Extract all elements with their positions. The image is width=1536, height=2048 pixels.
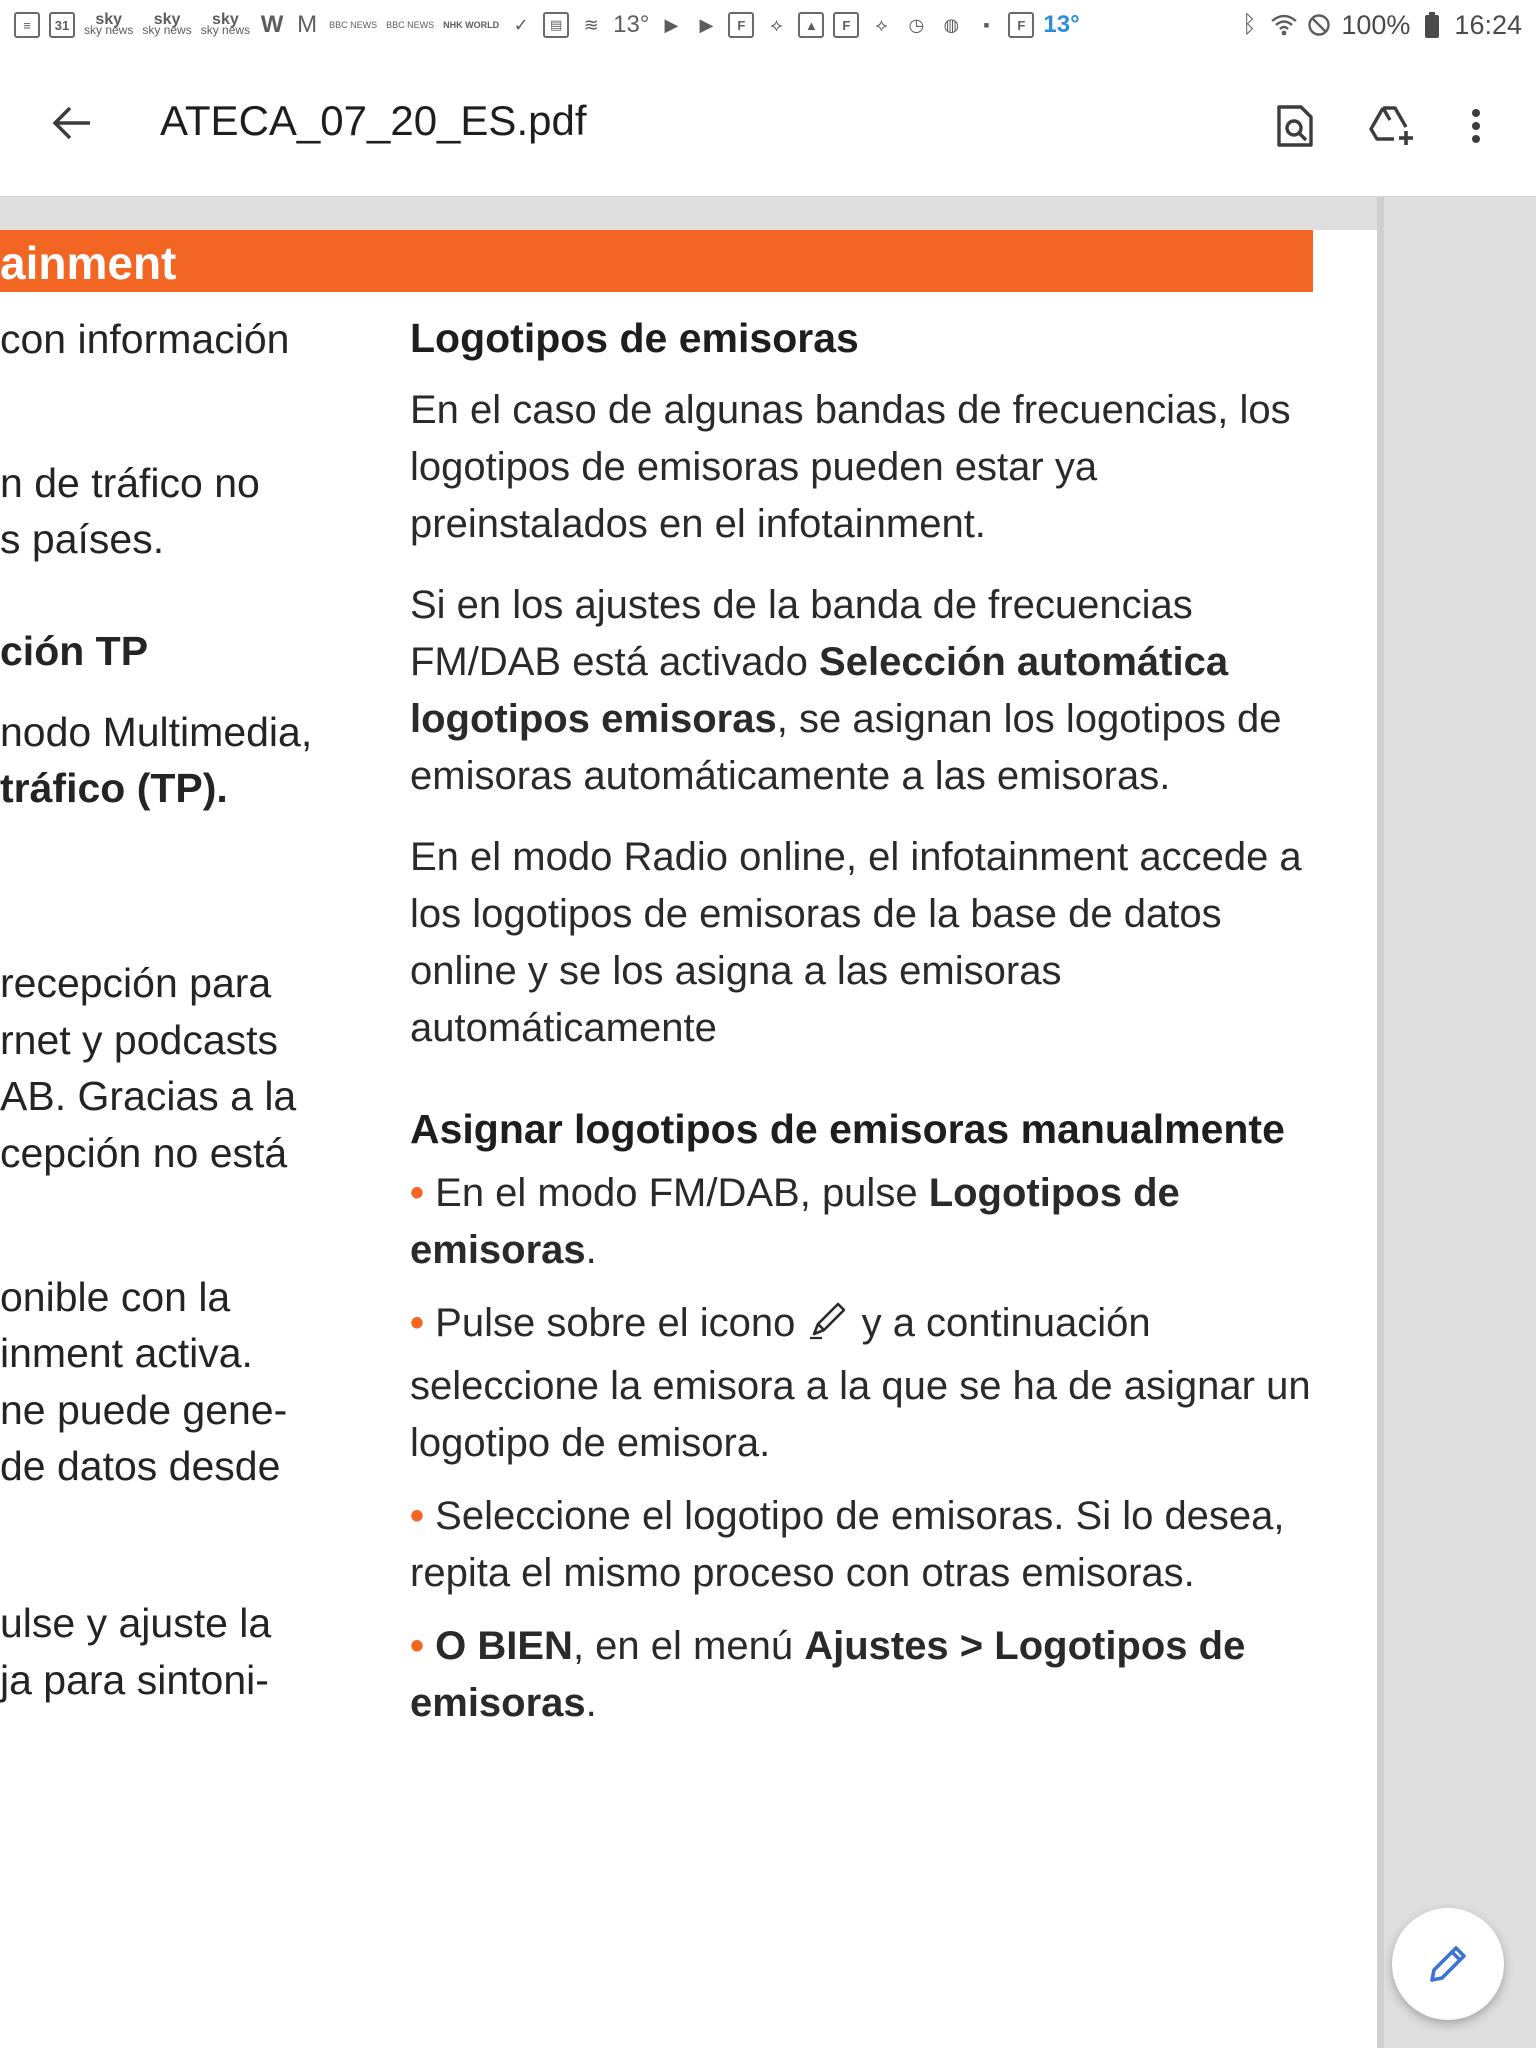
left-text-line: ne puede gene- [0,1387,288,1433]
f-app-icon: F [1008,12,1034,38]
youtube-icon: ▶ [664,14,679,35]
bullet-item: • Seleccione el logotipo de emisoras. Si lo desea, repita el mismo proceso con otras emisoras. [410,1494,1285,1595]
status-bar [0,0,1536,50]
bullet-item: • O BIEN, en el menú Ajustes > Logotipos de emisoras. [410,1624,1246,1725]
flipboard-icon: F [833,12,859,38]
flipboard-icon: F [728,12,754,38]
wifi-icon [1271,11,1297,39]
find-in-document-button[interactable] [1255,86,1335,166]
calendar-icon: 31 [49,12,75,38]
news-icon: ▤ [543,12,569,38]
left-text-line: ja para sintoni- [0,1657,269,1703]
gmail-icon: M [297,11,318,38]
bullet-item: • En el modo FM/DAB, pulse Logotipos de emisoras. [410,1171,1180,1272]
edit-pencil-icon [1426,1942,1470,1986]
vertical-scrollbar[interactable] [1377,197,1384,2048]
left-text-line: recepción para [0,960,272,1006]
clock-time: 16:24 [1454,9,1522,40]
add-to-drive-icon [1368,105,1416,147]
bbc-news-icon: BBC NEWS [329,19,378,30]
bullet-item: • Pulse sobre el icono y a continuación seleccione la emisora a la que se ha de asignar un logotipo de emisora. [410,1295,1320,1472]
temperature-text: 13° [1043,11,1080,38]
wikipedia-icon: W [260,11,284,38]
left-text-line: cepción no está [0,1130,288,1176]
edit-fab-button[interactable] [1392,1908,1504,2020]
left-text-line: rnet y podcasts [0,1017,279,1063]
paragraph: En el modo Radio online, el infotainment accede a los logotipos de emisoras de la base de datos online y se los asigna a las emisoras automáticamente [410,835,1302,1050]
youtube-icon: ▶ [699,14,714,35]
document-search-icon [1275,104,1315,148]
left-column [0,230,380,2048]
document-title: ATECA_07_20_ES.pdf [160,97,587,144]
pdf-viewport[interactable] [0,197,1536,2048]
bbc-news-icon: BBC NEWS [386,19,435,30]
left-text-line: de datos desde [0,1443,281,1489]
checkmark-icon: ✓ [513,14,529,35]
pencil-icon [806,1298,850,1358]
left-text-line: n de tráfico no [0,460,260,506]
chat-icon: ▪ [983,14,990,35]
right-column [410,310,1320,1732]
heading-asignar: Asignar logotipos de emisoras manualmente [410,1106,1285,1152]
paragraph: En el caso de algunas bandas de frecuencias, los logotipos de emisoras pueden estar ya preinstalados en el infotainment. [410,388,1291,546]
sky-news-icon: sky sky news [200,11,251,37]
bluetooth-icon: ᛒ [1242,11,1257,38]
add-to-drive-button[interactable] [1352,86,1432,166]
temperature-text: 13° [613,11,650,38]
left-text-line: onible con la [0,1274,231,1320]
left-text-line: con información [0,316,290,362]
pdf-page [0,230,1380,2048]
system-icons [1236,10,1522,41]
back-button[interactable] [30,88,114,158]
inbox-icon: ≡ [14,12,40,38]
tree-icon: ⟡ [770,14,783,35]
battery-icon [1419,11,1445,39]
tree-icon: ⟡ [875,14,888,35]
nhk-world-icon: NHK WORLD [443,19,500,30]
more-options-button[interactable] [1436,86,1516,166]
left-text-line: inment activa. [0,1330,253,1376]
left-text-line: s países. [0,516,165,562]
notification-icons [14,11,1080,39]
left-heading-line: ción TP [0,628,149,674]
left-text-line: ulse y ajuste la [0,1600,272,1646]
more-vertical-icon [1471,108,1481,144]
do-not-disturb-icon [1306,11,1332,39]
paragraph: Si en los ajustes de la banda de frecuencias FM/DAB está activado Selección automática logotipos emisoras, se asignan los logotipos de emisoras automáticamente a las emisoras. [410,583,1282,798]
image-icon: ▲ [798,12,824,38]
weather-fog-icon: ≋ [583,14,599,35]
app-bar [0,50,1536,197]
left-text-line: nodo Multimedia, [0,709,313,755]
left-text-line: tráfico (TP). [0,765,228,811]
section-header-text: ainment [0,237,177,289]
sky-news-icon: sky sky news [84,11,134,37]
left-text-line: AB. Gracias a la [0,1073,297,1119]
heading-logotipos: Logotipos de emisoras [410,315,859,361]
arrow-left-icon [52,105,92,141]
battery-percent: 100% [1341,9,1411,40]
sky-news-icon: sky sky news [142,11,192,37]
browser-icon: ◍ [943,14,960,35]
clock-icon: ◷ [908,14,925,35]
